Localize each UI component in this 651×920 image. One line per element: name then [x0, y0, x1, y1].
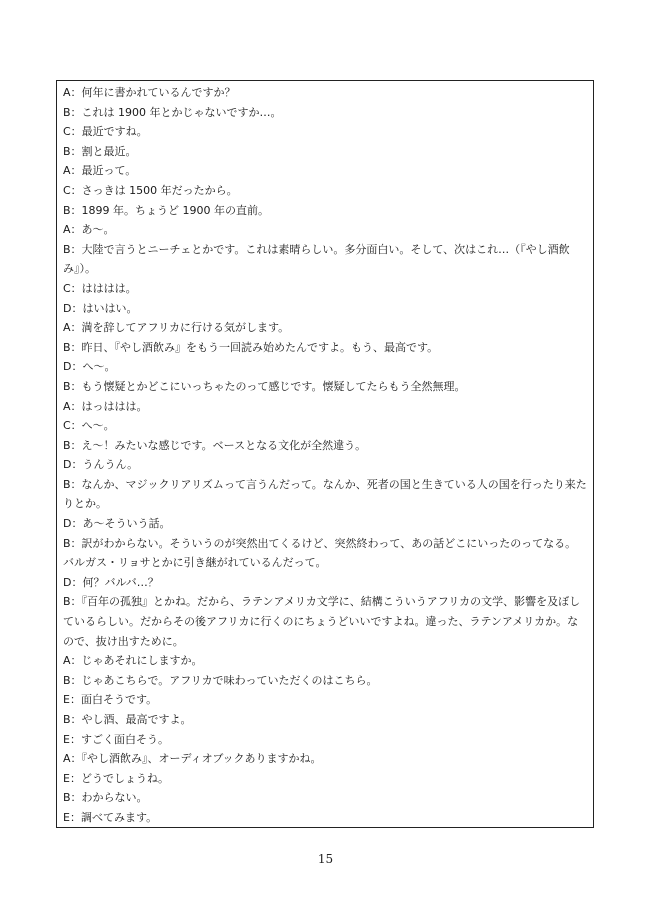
transcript-line: A：『やし酒飲み』、オーディオブックありますかね。: [63, 752, 322, 766]
transcript-line: D：うんうん。: [63, 458, 139, 472]
transcript-line: B：1899 年。ちょうど 1900 年の直前。: [63, 203, 270, 217]
page-number: 15: [317, 852, 334, 866]
transcript-line: A：何年に書かれているんですか？: [63, 86, 236, 99]
transcript-line: B：じゃあこちらで。アフリカで味わっていただくのはこちら。: [63, 673, 378, 687]
transcript-line: D：はいはい。: [63, 301, 138, 315]
transcript-line: B：これは 1900 年とかじゃないですか…。: [63, 105, 282, 119]
transcript-line: B：昨日、『やし酒飲み』をもう一回読み始めたんですよ。もう、最高です。: [63, 340, 439, 354]
transcript-line: C：はははは。: [63, 281, 137, 295]
transcript-line: A：満を辞してアフリカに行ける気がします。: [63, 321, 290, 335]
transcript-line: D：何？バルバ…？: [63, 575, 159, 589]
transcript-line: E：すごく面白そう。: [63, 732, 169, 746]
transcript-line: B：もう懐疑とかどこにいっちゃたのって感じです。懐疑してたらもう全然無理。: [63, 379, 466, 393]
transcript-line: A：最近って。: [63, 164, 137, 178]
transcript-line: A：はっははは。: [63, 399, 148, 413]
transcript-line: E：調べてみます。: [63, 810, 158, 824]
transcript-line: B：なんか、マジックリアリズムって言うんだって。なんか、死者の国と生きている人の国を行ったり来たりとか。: [63, 477, 587, 511]
transcript-line: D：あ〜そういう話。: [63, 517, 171, 531]
transcript-line: E：面白そうです。: [63, 693, 158, 707]
transcript-line: B：え〜！みたいな感じです。ベースとなる文化が全然違う。: [63, 438, 367, 452]
transcript-line: B：わからない。: [63, 791, 148, 805]
transcript-line: C：さっきは 1500 年だったから。: [63, 183, 238, 197]
transcript-line: C：へ〜。: [63, 419, 115, 433]
transcript-line: E：どうでしょうね。: [63, 771, 169, 785]
transcript-line: B：大陸で言うとニーチェとかです。これは素晴らしい。多分面白い。そして、次はこれ…（『やし酒飲み』）。: [63, 242, 570, 276]
transcript-box: [56, 80, 594, 828]
transcript-line: A：あ〜。: [63, 223, 115, 237]
transcript-line: A：じゃあそれにしますか。: [63, 654, 203, 668]
transcript-line: D：へ〜。: [63, 360, 116, 374]
transcript-line: B：『百年の孤独』とかね。だから、ラテンアメリカ文学に、結構こういうアフリカの文学、影響を及ぼしているらしい。だからその後アフリカに行くのにちょうどいいですよね。違った、ラテンアメリカか。なので、抜け出すために。: [63, 595, 581, 648]
transcript-line: C：最近ですね。: [63, 125, 148, 139]
transcript-line: B：やし酒、最高ですよ。: [63, 713, 192, 726]
transcript-line: B：割と最近。: [63, 144, 137, 158]
transcript-line: B：訳がわからない。そういうのが突然出てくるけど、突然終わって、あの話どこにいったのってなる。バルガス・リョサとかに引き継がれているんだって。: [63, 536, 577, 570]
